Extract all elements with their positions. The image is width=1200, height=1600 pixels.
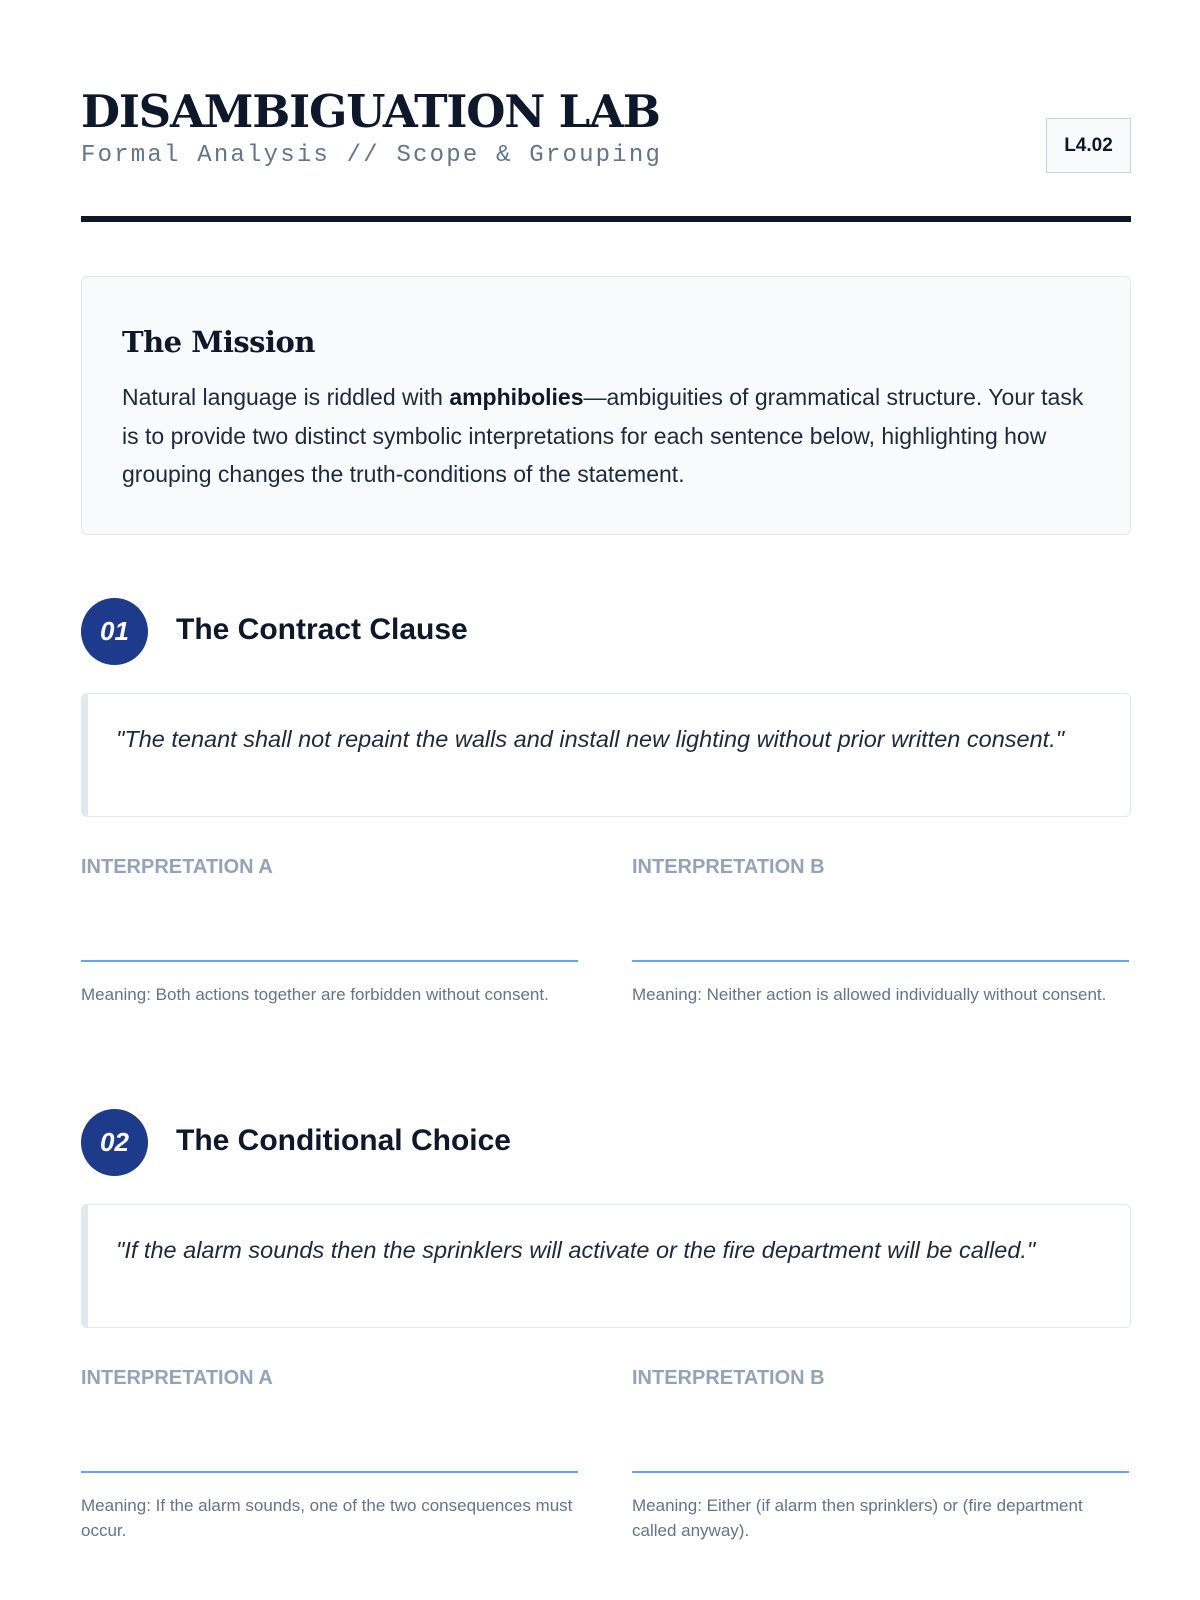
interpretation-b-label: INTERPRETATION B xyxy=(632,1367,825,1389)
interpretation-a-label: INTERPRETATION A xyxy=(81,856,273,878)
interpretation-a-answer-line[interactable] xyxy=(81,960,578,962)
worksheet-page xyxy=(81,0,1131,1540)
mission-text-lead: Natural language is riddled with xyxy=(122,384,450,410)
sentence-quote-box xyxy=(81,1204,1131,1328)
header-divider xyxy=(81,216,1131,222)
mission-title: The Mission xyxy=(122,325,315,359)
interpretation-b-label: INTERPRETATION B xyxy=(632,856,825,878)
exercise-number-badge: 01 xyxy=(81,598,148,665)
lesson-code-badge: L4.02 xyxy=(1046,118,1131,173)
interpretation-a-meaning: Meaning: Both actions together are forbidden without consent. xyxy=(81,985,549,1004)
exercise-number-badge: 02 xyxy=(81,1109,148,1176)
interpretation-b-meaning: Meaning: Neither action is allowed individually without consent. xyxy=(632,985,1107,1004)
page-subtitle: Formal Analysis // Scope & Grouping xyxy=(81,142,663,169)
interpretation-b-answer-line[interactable] xyxy=(632,1471,1129,1473)
interpretation-b-meaning: Meaning: Either (if alarm then sprinklers) or (fire department called anyway). xyxy=(632,1496,1083,1540)
interpretation-a-answer-line[interactable] xyxy=(81,1471,578,1473)
sentence-quote: "The tenant shall not repaint the walls and install new lighting without prior written consent." xyxy=(116,726,1065,752)
interpretation-b-answer-line[interactable] xyxy=(632,960,1129,962)
sentence-quote: "If the alarm sounds then the sprinklers will activate or the fire department will be called." xyxy=(116,1237,1036,1263)
mission-text xyxy=(122,378,1097,494)
worksheet-header xyxy=(81,0,1131,222)
interpretation-a-label: INTERPRETATION A xyxy=(81,1367,273,1389)
interpretation-a-meaning: Meaning: If the alarm sounds, one of the two consequences must occur. xyxy=(81,1496,573,1540)
exercise-title: The Contract Clause xyxy=(176,613,468,646)
mission-keyword: amphibolies xyxy=(449,384,584,410)
exercise-title: The Conditional Choice xyxy=(176,1124,511,1157)
sentence-quote-box xyxy=(81,693,1131,817)
page-title: DISAMBIGUATION LAB xyxy=(81,85,660,138)
mission-text-rest: —ambiguities of grammatical structure. Your task is to provide two distinct symbolic interpretations for each sentence below, highlighting how grouping changes the truth-conditions of the statement. xyxy=(122,384,1084,487)
